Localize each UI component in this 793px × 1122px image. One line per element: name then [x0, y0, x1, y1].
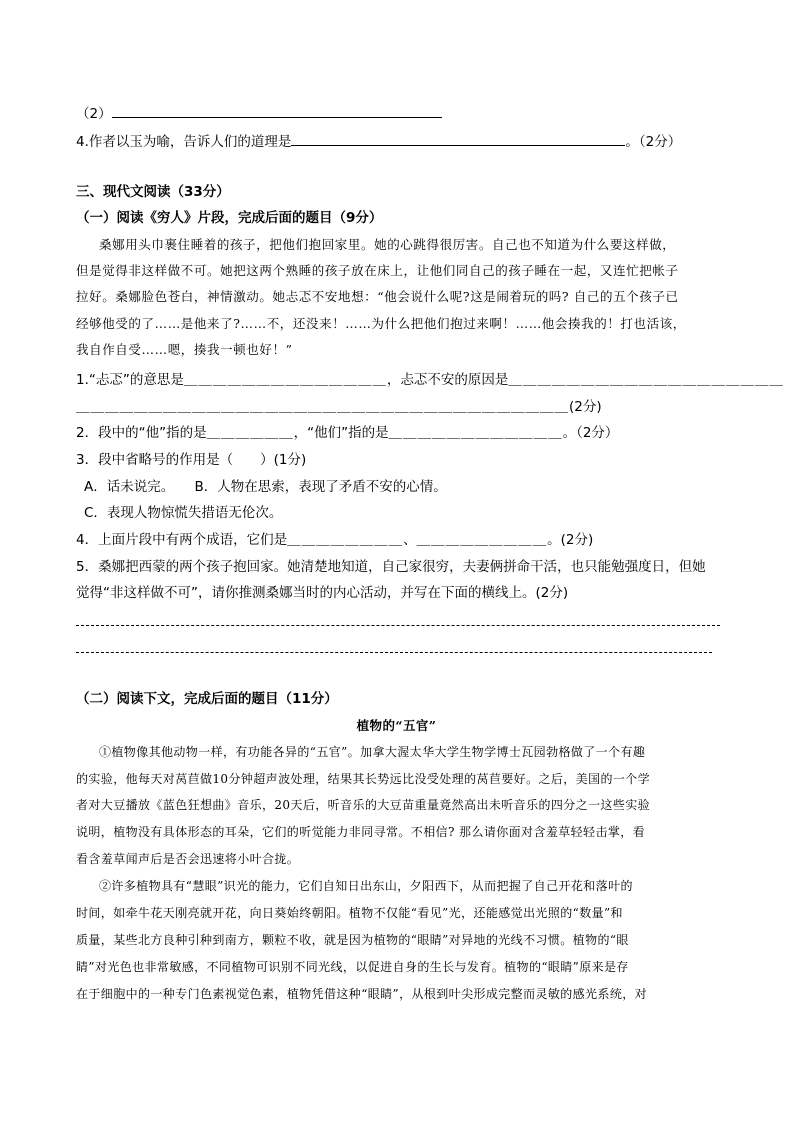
passage-line: 睛”对光色也非常敏感，不同植物可识别不同光线，以促进自身的生长与发育。植物的“眼睛”原来是存	[76, 960, 629, 974]
top-q2-line	[76, 103, 442, 123]
answer-line[interactable]	[76, 652, 712, 653]
answer-blank[interactable]: ＿＿＿＿＿＿＿＿＿	[416, 532, 548, 548]
q1-text-b: ，忐忑不安的原因是	[386, 372, 509, 388]
q4-score: 。(2分)	[547, 532, 594, 548]
part1-q1-line1	[76, 371, 784, 389]
passage-line: 但是觉得非这样做不可。她把这两个熟睡的孩子放在床上，让他们同自己的孩子睡在一起，又连忙把帐子	[76, 263, 679, 278]
answer-blank[interactable]: ＿＿＿＿＿＿＿＿＿＿＿＿＿＿	[183, 372, 387, 388]
part1-title: （一）阅读《穷人》片段，完成后面的题目（9分）	[76, 210, 383, 226]
section-title: 三、现代文阅读（33分）	[76, 184, 230, 200]
q1-score: (2分)	[569, 399, 602, 415]
passage-line: 拉好。桑娜脸色苍白，神情激动。她忐忑不安地想：“他会说什么呢?这是闹着玩的吗? 自己的五个孩子已	[76, 289, 679, 304]
answer-blank[interactable]: ＿＿＿＿＿＿＿＿	[287, 532, 404, 548]
part1-q2	[76, 424, 618, 442]
q3-option-c: C．表现人物惊慌失措语无伦次。	[84, 505, 283, 521]
answer-blank[interactable]: ＿＿＿＿＿＿＿＿＿＿＿＿	[388, 425, 563, 441]
answer-blank[interactable]	[112, 103, 442, 118]
answer-line[interactable]	[76, 625, 720, 626]
part1-q5-line2: 觉得“非这样做不可”，请你推测桑娜当时的内心活动，并写在下面的横线上。(2分)	[76, 585, 569, 601]
q4-text-a: 4．上面片段中有两个成语，它们是	[76, 532, 288, 548]
part2-title: （二）阅读下文，完成后面的题目（11分）	[76, 691, 338, 707]
part1-q1-line2	[76, 398, 602, 416]
top-q4-line	[76, 131, 681, 151]
passage-line: 桑娜用头巾裹住睡着的孩子，把他们抱回家里。她的心跳得很厉害。自己也不知道为什么要这样做，	[99, 237, 676, 252]
q2-score: 。（2分）	[562, 425, 619, 441]
article-title: 植物的“五官”	[356, 718, 437, 733]
q3-options-ab: A．话未说完。 B．人物在思索，表现了矛盾不安的心情。	[84, 479, 447, 495]
answer-blank[interactable]	[291, 131, 625, 146]
passage-line: 经够他受的了……是他来了?……不，还没来！……为什么把他们抱过来啊！……他会揍我的！打也活该，	[76, 316, 686, 331]
part1-q3: 3．段中省略号的作用是（ ）(1分)	[76, 452, 307, 468]
part1-q5-line1: 5．桑娜把西蒙的两个孩子抱回家。她清楚地知道，自己家很穷，夫妻俩拼命干活，也只能勉强度日，但她	[76, 559, 706, 575]
passage-line: 质量，某些北方良种引种到南方，颗粒不收，就是因为植物的“眼睛”对异地的光线不习惯。植物的“眼	[76, 933, 629, 947]
passage-line: 看含羞草闻声后是否会迅速将小叶合拢。	[76, 852, 300, 866]
passage-line: ②许多植物具有“慧眼”识光的能力，它们自知日出东山，夕阳西下，从而把握了自己开花和落叶的	[99, 879, 633, 893]
passage-line: 说明，植物没有具体形态的耳朵，它们的听觉能力非同寻常。不相信? 那么请你面对含羞草轻轻击掌，看	[76, 825, 646, 839]
answer-blank[interactable]: ＿＿＿＿＿＿＿＿＿＿＿＿＿＿＿＿＿＿＿＿＿＿＿＿＿＿＿＿＿＿＿＿＿＿	[76, 399, 569, 415]
q1-text-a: 1.“忐忑”的意思是	[76, 372, 184, 388]
passage-line: ①植物像其他动物一样，有功能各异的“五官”。加拿大渥太华大学生物学博士瓦园勃格做了一个有趣	[99, 745, 646, 759]
q4-sep: 、	[403, 532, 417, 548]
passage-line: 者对大豆播放《蓝色狂想曲》音乐，20天后，听音乐的大豆苗重量竟然高出未听音乐的四分之一这些实验	[76, 798, 651, 812]
q2-text-a: 2．段中的“他”指的是	[76, 425, 207, 441]
answer-blank[interactable]: ＿＿＿＿＿＿＿＿＿＿＿＿＿＿＿＿＿＿＿	[508, 372, 784, 388]
passage-line: 我自作自受……嗯，揍我一顿也好！”	[76, 342, 293, 357]
part1-q4	[76, 531, 593, 549]
top-q2-label: （2）	[76, 106, 112, 122]
top-q4-text: 4.作者以玉为喻，告诉人们的道理是	[76, 134, 292, 150]
answer-blank[interactable]: ＿＿＿＿＿＿	[206, 425, 294, 441]
passage-line: 在于细胞中的一种专门色素视觉色素，植物凭借这种“眼睛”，从根到叶尖形成完整而灵敏的感光系统，对	[76, 987, 648, 1001]
top-q4-suffix: 。（2分）	[625, 134, 682, 150]
q2-text-b: ，“他们”指的是	[293, 425, 389, 441]
passage-line: 时间，如牵牛花天刚亮就开花，向日葵始终朝阳。植物不仅能“看见”光，还能感觉出光照的“数量”和	[76, 906, 623, 920]
passage-line: 的实验，他每天对莴苣做10分钟超声波处理，结果其长势远比没受处理的莴苣要好。之后，美国的一个学	[76, 772, 651, 786]
